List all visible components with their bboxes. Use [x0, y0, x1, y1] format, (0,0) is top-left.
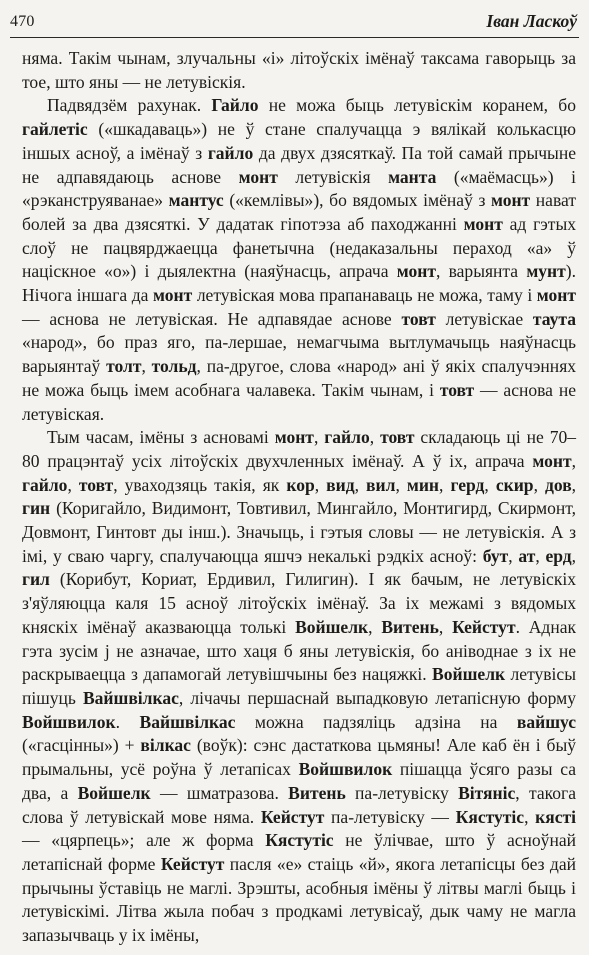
- bold-term: Войшелк: [77, 782, 151, 803]
- bold-term: вайшус: [516, 711, 577, 732]
- text-run: (Коригайло, Видимонт, Товтивил, Мингайло, Монтигирд, Скирмонт, Довмонт, Гинтовт ды інш.). Значыць, і гэтыя словы — не летувіскія. А з імі, у сваю чаргу, спалучаюцца яшчэ некалькі рэдкіх асноў:: [22, 498, 576, 566]
- bold-term: товт: [380, 427, 415, 448]
- text-run: ,: [484, 474, 496, 495]
- text-run: ,: [354, 474, 367, 495]
- text-run: . Аднак гэта зусім ј не азначае, што хаця б яны летувіскія, бо аніводнае з іх не раскрываецца з дапамогай летувішчыны без нацяжкі.: [22, 616, 577, 685]
- text-run: ад гэтых слоў не пацвярджаецца фанетычна (недаказальны пераход «а» ў націскное «о») і дыялектна (наяўнасць, апрача: [22, 213, 576, 282]
- text-run: — аснова не летувіская. Не адпавядае аснове: [22, 308, 402, 329]
- bold-term: кясті: [535, 806, 577, 827]
- bold-term: Войшвилок: [298, 759, 393, 780]
- bold-term: товт: [439, 379, 475, 400]
- text-run: ,: [395, 474, 407, 495]
- bold-term: Кейстут: [452, 616, 516, 637]
- text-run: летувісы пішуць: [22, 664, 576, 708]
- bold-term: ат: [518, 545, 536, 566]
- text-run: складаюць ці не 70–80 працэнтаў усіх літоўскіх двухчленных імёнаў. А ў іх, апрача: [22, 427, 577, 471]
- text-run: ,: [141, 356, 152, 377]
- bold-term: мунт: [526, 261, 566, 282]
- text-run: («шкадаваць») не ў стане спалучацца э вялікай колькасцю іншых асноў, а імёнаў з: [22, 119, 576, 163]
- bold-term: Вайшвілкас: [139, 711, 236, 732]
- bold-term: Кястутіс: [265, 830, 334, 851]
- text-run: ,: [508, 545, 519, 566]
- text-run: «народ», бо праз яго, па-лершае, немагчыма вытлумачыць наяўнасць варыянтаў: [22, 332, 576, 377]
- bold-term: гайло: [324, 427, 370, 448]
- text-run: («маёмасць») і «рэканструяванае»: [22, 166, 576, 211]
- bold-term: гайло: [22, 474, 68, 495]
- bold-term: монт: [238, 166, 278, 187]
- text-run: , лічачы першаснай выпадковую летапісную форму: [178, 687, 576, 708]
- text-run: нават болей за два дзясяткі. У дадатак гіпотэза аб паходжанні: [22, 190, 576, 234]
- running-title: Іван Ласкоў: [486, 11, 577, 31]
- text-run: ,: [533, 474, 545, 495]
- bold-term: кор: [286, 474, 315, 495]
- text-run: (воўк): сэнс дастаткова цьмяны! Але каб ён і быў прымальны, усё роўна ў летапісах: [22, 735, 576, 780]
- bold-term: Вітяніс: [458, 782, 516, 803]
- bold-term: гин: [22, 498, 51, 519]
- text-run: ,: [314, 474, 327, 495]
- text-run: летувіскія: [277, 166, 389, 187]
- page-number: 470: [10, 13, 35, 30]
- bold-term: Вайшвілкас: [82, 687, 179, 708]
- text-run: .: [115, 711, 140, 732]
- text-run: летувіскае: [435, 308, 533, 329]
- bold-term: Витень: [381, 616, 439, 637]
- text-run: ,: [571, 545, 577, 566]
- text-run: летувіская мова прапанаваць не можа, таму і: [192, 285, 537, 306]
- bold-term: таута: [532, 308, 576, 329]
- bold-term: товт: [78, 474, 114, 495]
- text-run: , варыянта: [435, 261, 527, 282]
- bold-term: Кейстут: [160, 853, 225, 874]
- text-run: па-летувіску —: [324, 806, 456, 827]
- text-run: ,: [438, 616, 453, 637]
- bold-term: гайлетіс: [22, 119, 88, 140]
- bold-term: толт: [106, 356, 142, 377]
- paragraph-1: [22, 47, 576, 94]
- bold-term: монт: [532, 450, 572, 471]
- text-run: , такога слова ў летувіскай мове няма.: [22, 782, 576, 827]
- bold-term: бут: [482, 545, 509, 566]
- text-run: , уваходзяць такія, як: [113, 474, 287, 495]
- text-run: няма. Такім чынам, злучальны «і» літоўскіх імёнаў таксама гаворыць за тое, што яны — не летувіскія.: [22, 48, 576, 92]
- text-run: ,: [524, 806, 536, 827]
- text-run: пасля «е» стаіць «й», якога летапісцы без дай прычыны ўставіць не маглі. Зрэшты, асобныя імёны ў літвы маглі быць і летувіскімі. Літва жыла побач з продкамі летувісаў, дык чаму не магла запазычваць у іх імёны,: [22, 853, 576, 946]
- running-head: [10, 5, 579, 38]
- text-run: ,: [439, 474, 451, 495]
- bold-term: скир: [495, 474, 534, 495]
- paragraph-3: [22, 426, 576, 947]
- text-run: ,: [369, 427, 381, 448]
- text-run: — шматразова.: [150, 782, 289, 803]
- bold-term: Кястутіс: [455, 806, 525, 827]
- bold-term: Войшвилок: [22, 711, 116, 732]
- bold-term: вид: [326, 474, 355, 495]
- bold-term: тольд: [151, 356, 197, 377]
- text-run: ,: [313, 427, 325, 448]
- bold-term: монт: [153, 285, 193, 306]
- text-run: па-летувіску: [345, 782, 459, 803]
- bold-term: ерд: [545, 545, 572, 566]
- bold-term: дов: [545, 474, 572, 495]
- text-run: ,: [67, 474, 79, 495]
- body-text: [22, 47, 576, 948]
- bold-term: герд: [450, 474, 485, 495]
- bold-term: монт: [463, 213, 503, 234]
- bold-term: монт: [396, 261, 436, 282]
- text-run: ,: [368, 616, 382, 637]
- bold-term: монт: [536, 285, 576, 306]
- text-run: ,: [535, 545, 546, 566]
- paragraph-2: [22, 94, 576, 426]
- bold-term: вил: [366, 474, 396, 495]
- bold-term: Войшелк: [295, 616, 369, 637]
- text-run: ). Нічога іншага да: [22, 261, 576, 306]
- text-run: ,: [571, 450, 576, 471]
- bold-term: мантус: [168, 190, 224, 211]
- text-run: (Корибут, Кориат, Ердивил, Гилигин). І як бачым, не летувіскіх з'яўляюцца каля 15 асноў літоўскіх імёнаў. За іх межамі з вядомых княскіх імёнаў аказваюцца толькі: [22, 569, 576, 637]
- bold-term: гайло: [207, 142, 254, 163]
- bold-term: монт: [490, 190, 531, 211]
- bold-term: монт: [274, 427, 314, 448]
- bold-term: Гайло: [211, 95, 259, 116]
- bold-term: Кейстут: [260, 806, 325, 827]
- bold-term: мин: [406, 474, 440, 495]
- text-run: («гасцінны») +: [22, 735, 141, 756]
- bold-term: товт: [401, 308, 436, 329]
- text-run: Падвядзём рахунак.: [47, 95, 212, 116]
- text-run: Тым часам, імёны з асновамі: [47, 427, 275, 448]
- text-run: ,: [571, 474, 577, 495]
- text-run: — «цярпець»; але ж форма: [22, 830, 266, 851]
- text-run: не можа быць летувіскім коранем, бо: [258, 95, 576, 116]
- text-run: да двух дзясяткаў. Па той самай прычыне не адпавядаюць аснове: [22, 142, 576, 187]
- text-run: не ўлічвае, што ў асноўнай летапіснай форме: [22, 830, 576, 874]
- text-run: , па-другое, слова «народ» ані ў якіх спалучэннях не можа быць імем асобнага чалавека. Такім чынам, і: [22, 356, 577, 400]
- bold-term: Войшелк: [432, 664, 506, 685]
- text-run: можна падзяліць адзіна на: [235, 711, 517, 732]
- bold-term: манта: [388, 166, 437, 187]
- bold-term: вілкас: [140, 735, 191, 756]
- text-run: — аснова не летувіская.: [22, 379, 576, 424]
- bold-term: гил: [22, 569, 50, 590]
- text-run: («кемлівы»), бо вядомых імёнаў з: [223, 190, 491, 211]
- text-run: пішацца ўсяго разы са два, а: [22, 759, 576, 803]
- bold-term: Витень: [288, 782, 346, 803]
